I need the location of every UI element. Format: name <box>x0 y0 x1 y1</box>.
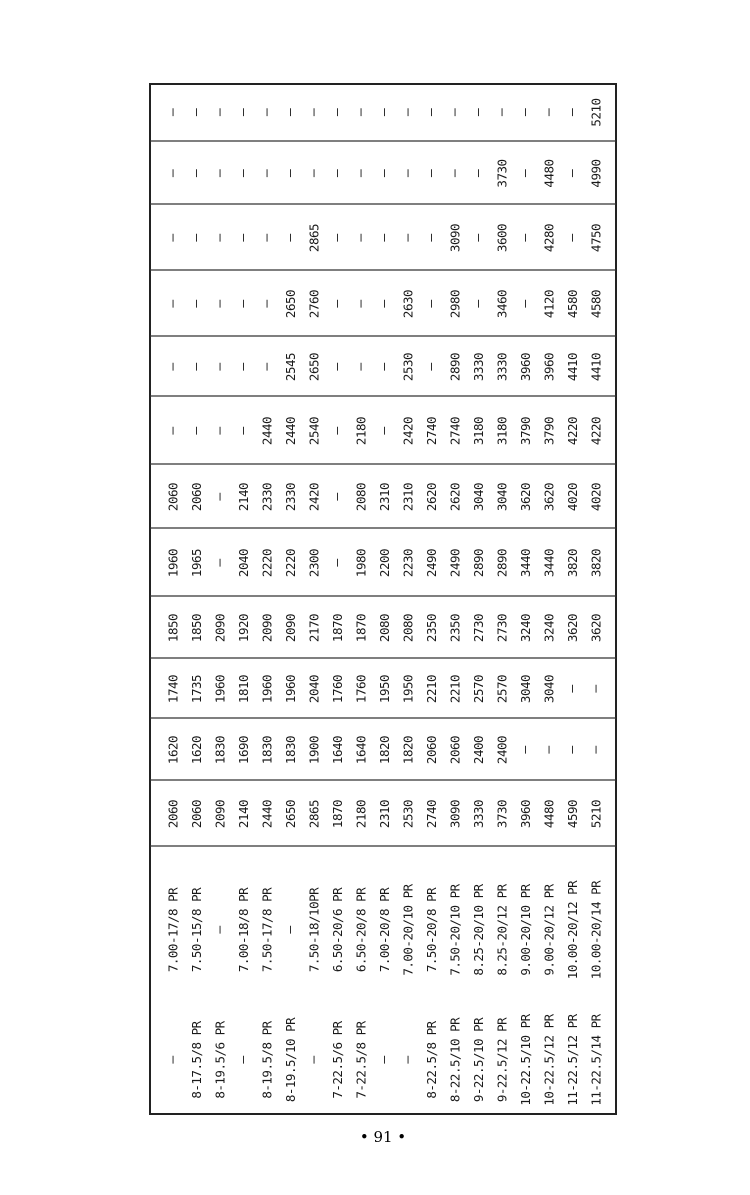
empty-cell-dash: — <box>189 363 204 371</box>
empty-cell-dash: — <box>588 746 604 754</box>
table-cell: 2650 <box>306 352 322 382</box>
table-cell: 2890 <box>447 352 463 382</box>
empty-cell-dash: — <box>377 427 392 435</box>
table-cell: 9-22.5/12 PR <box>494 1017 510 1103</box>
empty-cell-dash: — <box>212 493 228 501</box>
empty-cell-dash: — <box>471 234 486 242</box>
table-cell: 3040 <box>494 482 510 512</box>
table-cell: 1640 <box>330 735 345 765</box>
table-cell: 1960 <box>212 674 228 704</box>
table-cell: 1830 <box>283 735 298 765</box>
empty-cell-dash: — <box>259 363 275 371</box>
table-cell: 1850 <box>165 613 181 643</box>
empty-cell-dash: — <box>165 363 181 371</box>
table-cell: 2140 <box>236 799 251 829</box>
empty-cell-dash: — <box>471 169 486 178</box>
empty-cell-dash: — <box>212 108 228 117</box>
table-cell: 1830 <box>212 735 228 765</box>
empty-cell-dash: — <box>494 108 510 117</box>
table-cell: 3040 <box>518 674 533 704</box>
table-cell: 8-19.5/6 PR <box>212 1021 228 1099</box>
table-cell: 1980 <box>353 548 369 578</box>
empty-cell-dash: — <box>236 234 251 242</box>
table-cell: 4990 <box>588 159 604 188</box>
table-cell: 9.00-20/12 PR <box>541 884 557 976</box>
empty-cell-dash: — <box>377 1056 392 1064</box>
empty-cell-dash: — <box>283 108 298 117</box>
empty-cell-dash: — <box>259 108 275 117</box>
empty-cell-dash: — <box>306 169 322 178</box>
table-cell: 3820 <box>565 548 580 578</box>
table-cell: 2350 <box>447 613 463 643</box>
table-cell: 2530 <box>400 352 416 382</box>
table-cell: 3960 <box>541 352 557 382</box>
table-cell: 8-22.5/10 PR <box>447 1017 463 1103</box>
table-cell: 10-22.5/10 PR <box>518 1014 533 1106</box>
empty-cell-dash: — <box>565 108 580 117</box>
empty-cell-dash: — <box>353 108 369 117</box>
table-cell: 2180 <box>353 799 369 829</box>
table-cell: 8-17.5/8 PR <box>189 1021 204 1099</box>
table-cell: 2060 <box>189 799 204 829</box>
empty-cell-dash: — <box>541 108 557 117</box>
empty-cell-dash: — <box>565 234 580 242</box>
table-cell: 9.00-20/10 PR <box>518 884 533 976</box>
table-cell: 1870 <box>330 799 345 829</box>
empty-cell-dash: — <box>236 169 251 178</box>
table-cell: 1740 <box>165 674 181 704</box>
empty-cell-dash: — <box>189 234 204 242</box>
empty-cell-dash: — <box>565 685 580 693</box>
empty-cell-dash: — <box>400 234 416 242</box>
table-cell: 2865 <box>306 223 322 253</box>
table-cell: 2220 <box>283 548 298 578</box>
empty-cell-dash: — <box>236 300 251 308</box>
table-cell: 2980 <box>447 289 463 319</box>
table-cell: 6.50-20/6 PR <box>330 887 345 973</box>
empty-cell-dash: — <box>236 363 251 371</box>
table-cell: 2540 <box>306 416 322 446</box>
empty-cell-dash: — <box>306 108 322 117</box>
empty-cell-dash: — <box>212 300 228 308</box>
table-cell: 4020 <box>565 482 580 512</box>
table-cell: 7.50-18/10PR <box>306 887 322 973</box>
table-cell: 7-22.5/6 PR <box>330 1021 345 1099</box>
table-cell: 7.00-17/8 PR <box>165 887 181 973</box>
table-cell: 7.50-15/8 PR <box>189 887 204 973</box>
table-cell: 2650 <box>283 799 298 829</box>
table-cell: 2330 <box>283 482 298 512</box>
table-cell: 2090 <box>259 613 275 643</box>
table-cell: 3620 <box>565 613 580 643</box>
table-cell: 2180 <box>353 416 369 446</box>
table-cell: 1960 <box>283 674 298 704</box>
table-cell: 3240 <box>518 613 533 643</box>
table-cell: 3330 <box>471 352 486 382</box>
table-cell: 1810 <box>236 674 251 704</box>
empty-cell-dash: — <box>330 300 345 308</box>
table-cell: 10.00-20/12 PR <box>565 880 580 980</box>
empty-cell-dash: — <box>400 108 416 117</box>
empty-cell-dash: — <box>424 234 439 242</box>
table-cell: 2865 <box>306 799 322 829</box>
table-cell: 11-22.5/12 PR <box>565 1014 580 1106</box>
table-cell: 2400 <box>494 735 510 765</box>
table-cell: 4120 <box>541 289 557 319</box>
table-cell: 8-19.5/10 PR <box>283 1017 298 1103</box>
empty-cell-dash: — <box>189 108 204 117</box>
table-cell: 1870 <box>353 613 369 643</box>
table-cell: 2890 <box>494 548 510 578</box>
table-cell: 1960 <box>165 548 181 578</box>
table-cell: 2420 <box>400 416 416 446</box>
table-cell: 2330 <box>259 482 275 512</box>
table-cell: 7.00-20/8 PR <box>377 887 392 973</box>
table-cell: 3090 <box>447 799 463 829</box>
empty-cell-dash: — <box>424 363 439 371</box>
table-cell: 2310 <box>377 799 392 829</box>
table-cell: 4750 <box>588 223 604 253</box>
empty-cell-dash: — <box>306 1056 322 1064</box>
table-cell: 2200 <box>377 548 392 578</box>
empty-cell-dash: — <box>471 108 486 117</box>
table-cell: 2210 <box>447 674 463 704</box>
empty-cell-dash: — <box>259 300 275 308</box>
table-cell: 1735 <box>189 674 204 704</box>
empty-cell-dash: — <box>330 427 345 435</box>
table-cell: 1950 <box>400 674 416 704</box>
empty-cell-dash: — <box>518 108 533 117</box>
table-cell: 3730 <box>494 799 510 829</box>
table-cell: 2210 <box>424 674 439 704</box>
empty-cell-dash: — <box>565 746 580 754</box>
table-cell: 10-22.5/12 PR <box>541 1014 557 1106</box>
table-cell: 2490 <box>424 548 439 578</box>
empty-cell-dash: — <box>447 108 463 117</box>
table-cell: 4220 <box>588 416 604 446</box>
table-cell: 1640 <box>353 735 369 765</box>
empty-cell-dash: — <box>212 559 228 567</box>
empty-cell-dash: — <box>165 1056 181 1064</box>
empty-cell-dash: — <box>377 300 392 308</box>
empty-cell-dash: — <box>588 685 604 693</box>
table-cell: 2060 <box>189 482 204 512</box>
empty-cell-dash: — <box>283 926 298 934</box>
table-cell: 3960 <box>518 352 533 382</box>
table-cell: 3790 <box>518 416 533 446</box>
table-cell: 3620 <box>518 482 533 512</box>
table-cell: 7-22.5/8 PR <box>353 1021 369 1099</box>
empty-cell-dash: — <box>212 427 228 435</box>
table-cells <box>166 98 604 1105</box>
table-cell: 3040 <box>541 674 557 704</box>
table-cell: 3040 <box>471 482 486 512</box>
table-cell: 1850 <box>189 613 204 643</box>
empty-cell-dash: — <box>165 234 181 242</box>
empty-cell-dash: — <box>330 169 345 178</box>
table-cell: 3620 <box>588 613 604 643</box>
table-cell: 10.00-20/14 PR <box>588 880 604 980</box>
table-cell: 1900 <box>306 735 322 765</box>
empty-cell-dash: — <box>471 300 486 308</box>
empty-cell-dash: — <box>330 363 345 371</box>
table-cell: 3790 <box>541 416 557 446</box>
table-cell: 3730 <box>494 159 510 188</box>
empty-cell-dash: — <box>165 427 181 435</box>
empty-cell-dash: — <box>189 169 204 178</box>
table-cell: 7.50-20/8 PR <box>424 887 439 973</box>
empty-cell-dash: — <box>353 234 369 242</box>
table-cell: 8-19.5/8 PR <box>259 1021 275 1099</box>
table-cell: 3620 <box>541 482 557 512</box>
table-cell: 2140 <box>236 482 251 512</box>
table-cell: 2400 <box>471 735 486 765</box>
table-cell: 4410 <box>565 352 580 382</box>
table-cell: 2350 <box>424 613 439 643</box>
table-cell: 2740 <box>424 799 439 829</box>
table-cell: 4580 <box>565 289 580 319</box>
table-cell: 2080 <box>353 482 369 512</box>
table-cell: 7.50-17/8 PR <box>259 887 275 973</box>
table-cell: 4590 <box>565 799 580 829</box>
table-cell: 2090 <box>212 799 228 829</box>
empty-cell-dash: — <box>377 108 392 117</box>
empty-cell-dash: — <box>377 169 392 178</box>
table-cell: 2060 <box>165 482 181 512</box>
table-cell: 4220 <box>565 416 580 446</box>
table-cell: 1920 <box>236 613 251 643</box>
table-cell: 2040 <box>236 548 251 578</box>
table-cell: 3960 <box>518 799 533 829</box>
empty-cell-dash: — <box>165 108 181 117</box>
table-cell: 1620 <box>189 735 204 765</box>
table-cell: 2090 <box>283 613 298 643</box>
table-cell: 1820 <box>400 735 416 765</box>
page-number: • 91 • <box>359 1128 407 1146</box>
table-cell: 4410 <box>588 352 604 382</box>
table-cell: 1960 <box>259 674 275 704</box>
table-cell: 3330 <box>471 799 486 829</box>
table-cell: 2060 <box>424 735 439 765</box>
empty-cell-dash: — <box>377 363 392 371</box>
table-cell: 2440 <box>259 416 275 446</box>
empty-cell-dash: — <box>447 169 463 178</box>
empty-cell-dash: — <box>236 108 251 117</box>
empty-cell-dash: — <box>212 234 228 242</box>
empty-cell-dash: — <box>377 234 392 242</box>
table-cell: 3460 <box>494 289 510 319</box>
empty-cell-dash: — <box>330 559 345 567</box>
empty-cell-dash: — <box>424 108 439 117</box>
empty-cell-dash: — <box>283 234 298 242</box>
empty-cell-dash: — <box>236 1056 251 1064</box>
empty-cell-dash: — <box>353 169 369 178</box>
empty-cell-dash: — <box>565 169 580 178</box>
table-cell: 1760 <box>330 674 345 704</box>
empty-cell-dash: — <box>518 234 533 242</box>
rotated-table <box>150 84 616 1114</box>
table-cell: 2300 <box>306 548 322 578</box>
table-cell: 2890 <box>471 548 486 578</box>
table-cell: 4480 <box>541 799 557 829</box>
table-cell: 2730 <box>471 613 486 643</box>
empty-cell-dash: — <box>424 169 439 178</box>
table-cell: 7.00-20/10 PR <box>400 884 416 976</box>
table-cell: 2080 <box>377 613 392 643</box>
table-cell: 7.00-18/8 PR <box>236 887 251 973</box>
table-cell: 1965 <box>189 548 204 578</box>
empty-cell-dash: — <box>518 300 533 308</box>
table-cell: 1760 <box>353 674 369 704</box>
table-cell: 2570 <box>471 674 486 704</box>
table-cell: 2080 <box>400 613 416 643</box>
empty-cell-dash: — <box>165 300 181 308</box>
table-cell: 2220 <box>259 548 275 578</box>
empty-cell-dash: — <box>259 234 275 242</box>
table-cell: 3440 <box>541 548 557 578</box>
table-cell: 6.50-20/8 PR <box>353 887 369 973</box>
table-cell: 2440 <box>259 799 275 829</box>
table-cell: 8.25-20/12 PR <box>494 884 510 976</box>
table-cell: 2545 <box>283 352 298 382</box>
table-cell: 2420 <box>306 482 322 512</box>
table-cell: 3600 <box>494 223 510 253</box>
empty-cell-dash: — <box>353 363 369 371</box>
table-cell: 1820 <box>377 735 392 765</box>
empty-cell-dash: — <box>212 363 228 371</box>
table-cell: 2230 <box>400 548 416 578</box>
table-cell: 3240 <box>541 613 557 643</box>
table-cell: 2740 <box>447 416 463 446</box>
empty-cell-dash: — <box>518 746 533 754</box>
table-cell: 1620 <box>165 735 181 765</box>
table-cell: 3180 <box>471 416 486 446</box>
table-cell: 8.25-20/10 PR <box>471 884 486 976</box>
table-cell: 2490 <box>447 548 463 578</box>
table-cell: 3180 <box>494 416 510 446</box>
table-cell: 4580 <box>588 289 604 319</box>
table-cell: 2530 <box>400 799 416 829</box>
table-cell: 2040 <box>306 674 322 704</box>
table-cell: 2630 <box>400 289 416 319</box>
table-cell: 3820 <box>588 548 604 578</box>
table-cell: 3090 <box>447 223 463 253</box>
table-cell: 2060 <box>165 799 181 829</box>
table-cell: 3330 <box>494 352 510 382</box>
table-cell: 2060 <box>447 735 463 765</box>
table-cell: 7.50-20/10 PR <box>447 884 463 976</box>
empty-cell-dash: — <box>189 427 204 435</box>
table-cell: 5210 <box>588 98 604 127</box>
table-cell: 2760 <box>306 289 322 319</box>
table-cell: 2650 <box>283 289 298 319</box>
table-cell: 4020 <box>588 482 604 512</box>
table-cell: 1950 <box>377 674 392 704</box>
table-cell: 2310 <box>377 482 392 512</box>
empty-cell-dash: — <box>212 169 228 178</box>
table-cell: 1830 <box>259 735 275 765</box>
table-cell: 9-22.5/10 PR <box>471 1017 486 1103</box>
table-cell: 2620 <box>447 482 463 512</box>
empty-cell-dash: — <box>330 234 345 242</box>
empty-cell-dash: — <box>189 300 204 308</box>
empty-cell-dash: — <box>259 169 275 178</box>
table-cell: 3440 <box>518 548 533 578</box>
empty-cell-dash: — <box>330 108 345 117</box>
table-cell: 8-22.5/8 PR <box>424 1021 439 1099</box>
table-cell: 11-22.5/14 PR <box>588 1014 604 1106</box>
table-cell: 2730 <box>494 613 510 643</box>
table-cell: 2620 <box>424 482 439 512</box>
empty-cell-dash: — <box>400 169 416 178</box>
empty-cell-dash: — <box>518 169 533 178</box>
table-cell: 1690 <box>236 735 251 765</box>
empty-cell-dash: — <box>330 493 345 501</box>
table-cell: 1870 <box>330 613 345 643</box>
table-cell: 5210 <box>588 799 604 829</box>
table-cell: 2440 <box>283 416 298 446</box>
table-cell: 4280 <box>541 223 557 253</box>
empty-cell-dash: — <box>236 427 251 435</box>
table-cell: 2170 <box>306 613 322 643</box>
empty-cell-dash: — <box>400 1056 416 1064</box>
table-cell: 2570 <box>494 674 510 704</box>
empty-cell-dash: — <box>353 300 369 308</box>
empty-cell-dash: — <box>424 300 439 308</box>
table-cell: 2740 <box>424 416 439 446</box>
empty-cell-dash: — <box>283 169 298 178</box>
empty-cell-dash: — <box>541 746 557 754</box>
table-cell: 2090 <box>212 613 228 643</box>
empty-cell-dash: — <box>165 169 181 178</box>
empty-cell-dash: — <box>212 926 228 934</box>
table-cell: 4480 <box>541 159 557 188</box>
table-cell: 2310 <box>400 482 416 512</box>
